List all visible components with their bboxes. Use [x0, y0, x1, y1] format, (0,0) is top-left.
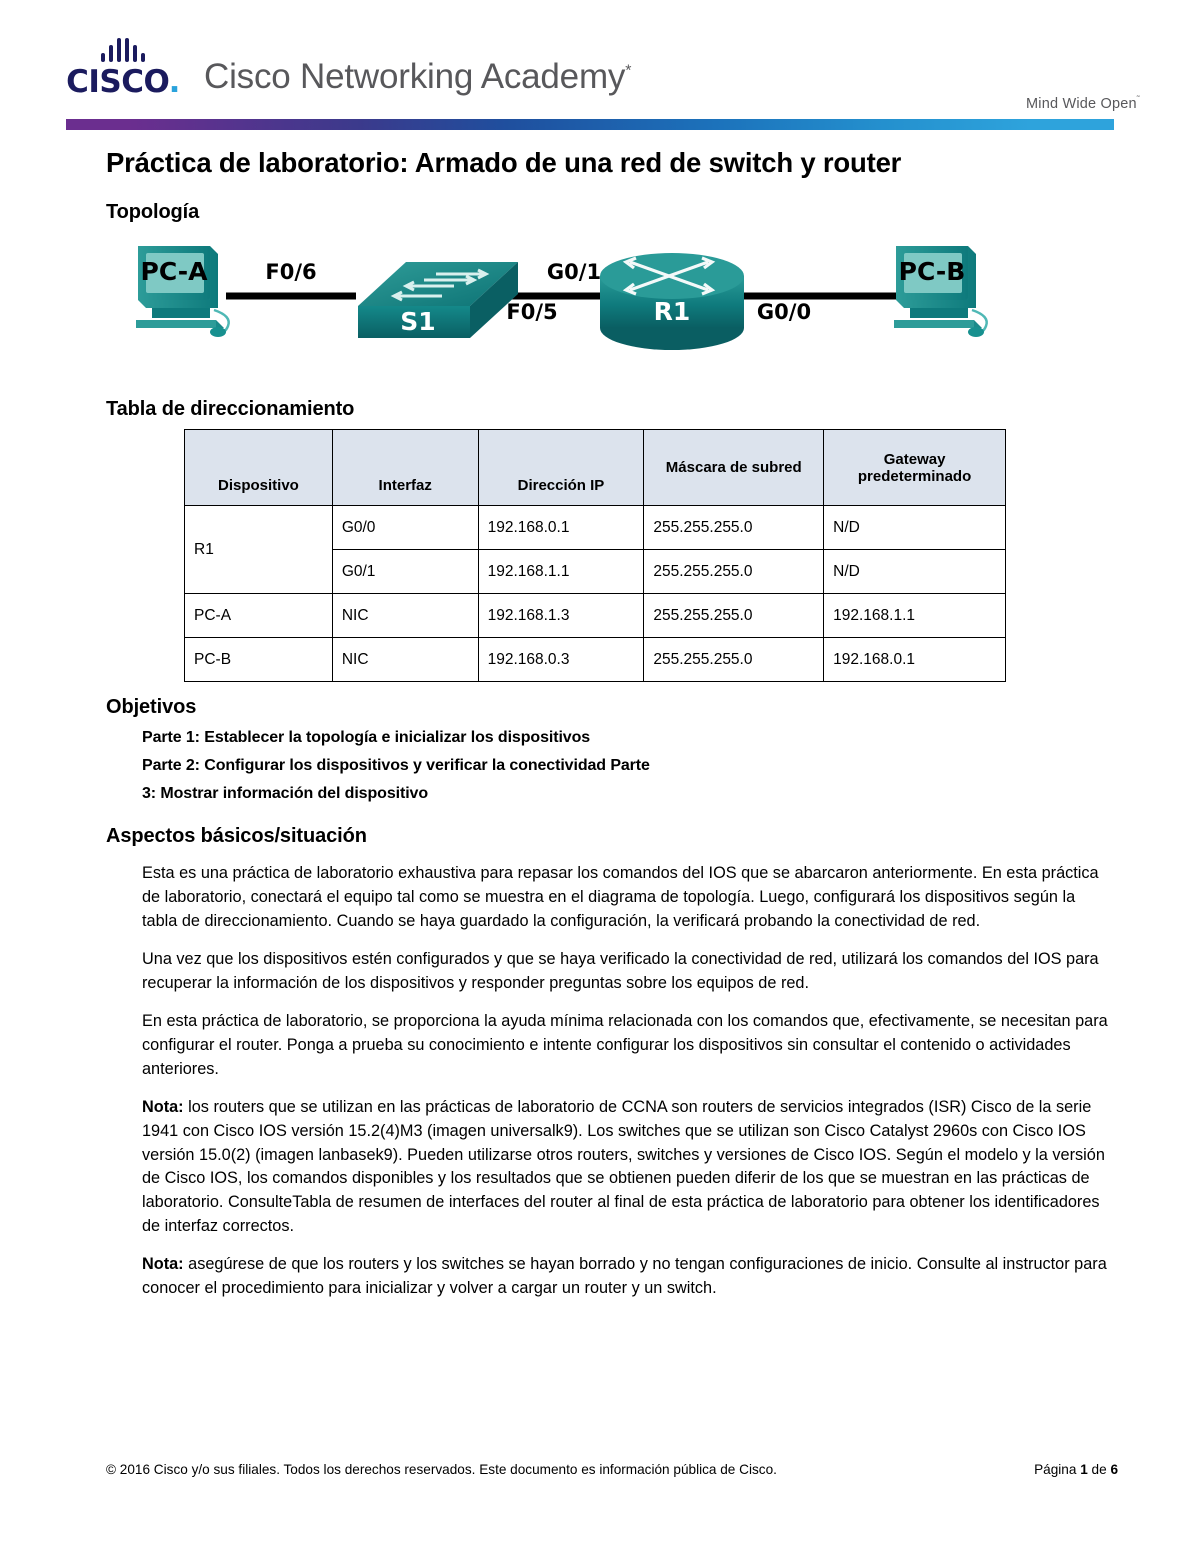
- cell-mask: 255.255.255.0: [644, 550, 824, 594]
- tagline-text: Mind Wide Open: [1026, 96, 1137, 112]
- col-header-subnet-mask: Máscara de subred: [644, 430, 824, 506]
- cell-device: PC-B: [185, 638, 333, 682]
- paragraph: [142, 948, 1114, 996]
- paragraph-note: [142, 1096, 1114, 1240]
- academy-title-text: Cisco Networking Academy: [204, 57, 626, 96]
- cell-mask: 255.255.255.0: [644, 506, 824, 550]
- cell-gateway: N/D: [824, 506, 1006, 550]
- cell-ip: 192.168.0.3: [478, 638, 644, 682]
- cell-interface: NIC: [332, 638, 478, 682]
- col-header-device: Dispositivo: [185, 430, 333, 506]
- addressing-table-body: [185, 506, 1006, 682]
- document-content: [0, 118, 1200, 1301]
- objective-item: Parte 1: Establecer la topología e inicializar los dispositivos: [142, 729, 591, 746]
- cell-device: PC-A: [185, 594, 333, 638]
- note-label: Nota:: [142, 1097, 184, 1116]
- paragraph-text: asegúrese de que los routers y los switches se hayan borrado y no tengan configuraciones de inicio. Consulte al instructor para conocer el procedimiento para inicializar y volver a cargar un router y un switch.: [142, 1255, 1107, 1298]
- tagline-trademark: ˜: [1136, 94, 1140, 105]
- cell-ip: 192.168.0.1: [478, 506, 644, 550]
- cisco-logo: [64, 38, 182, 98]
- table-row: [185, 506, 1006, 550]
- link-label-g00: G0/0: [756, 300, 812, 324]
- cell-mask: 255.255.255.0: [644, 594, 824, 638]
- paragraph: [142, 862, 1114, 934]
- topology-diagram: [106, 234, 1108, 384]
- table-row: [185, 638, 1006, 682]
- addressing-table: [184, 429, 1006, 682]
- cell-device: R1: [185, 506, 333, 594]
- col-header-interface: Interfaz: [332, 430, 478, 506]
- device-pc-a-icon: [136, 246, 229, 337]
- col-header-default-gateway: Gateway predeterminado: [824, 430, 1006, 506]
- section-heading-addressing-table: Tabla de direccionamiento: [106, 398, 355, 420]
- paragraph-text: Una vez que los dispositivos estén configurados y que se haya verificado la conectividad de red, utilizará los comandos del IOS para recuperar la información de los dispositivos y responder preguntas sobre los equipos de red.: [142, 949, 1099, 992]
- table-header-row: [185, 430, 1006, 506]
- device-label-s1: S1: [400, 307, 436, 336]
- cell-gateway: N/D: [824, 550, 1006, 594]
- page-middle: de: [1087, 1462, 1111, 1477]
- col-header-ip: Dirección IP: [478, 430, 644, 506]
- page-header: [0, 0, 1200, 118]
- cisco-wordmark: [66, 64, 180, 100]
- page-footer: [106, 1462, 1118, 1477]
- link-label-f05: F0/5: [506, 300, 558, 324]
- paragraph: [142, 1010, 1114, 1082]
- paragraph-text: los routers que se utilizan en las prácticas de laboratorio de CCNA son routers de servicios integrados (ISR) Cisco de la serie 1941 con Cisco IOS versión 15.2(4)M3 (imagen universalk9). Los switches que se utilizan son Cisco Catalyst 2960s con Cisco IOS versión 15.0(2) (imagen lanbasek9). Pueden utilizarse otros routers, switches y versiones de Cisco IOS. Según el modelo y la versión de Cisco IOS, los comandos disponibles y los resultados que se obtienen pueden diferir de los que se muestran en las prácticas de laboratorio. ConsulteTabla de resumen de interfaces del router al final de esta práctica de laboratorio para obtener los identificadores de interfaz correctos.: [142, 1097, 1105, 1236]
- cell-mask: 255.255.255.0: [644, 638, 824, 682]
- page-current: 1: [1080, 1462, 1088, 1477]
- cisco-bridge-icon: [101, 38, 145, 62]
- addressing-table-wrapper: [184, 429, 1108, 682]
- cell-interface: NIC: [332, 594, 478, 638]
- device-label-r1: R1: [653, 297, 691, 326]
- cell-gateway: 192.168.1.1: [824, 594, 1006, 638]
- paragraph-text: Esta es una práctica de laboratorio exhaustiva para repasar los comandos del IOS que se abarcaron anteriormente. En esta práctica de laboratorio, conectará el equipo tal como se muestra en el diagrama de topología. Luego, configurará los dispositivos según la tabla de direccionamiento. Cuando se haya guardado la configuración, la verificará probando la conectividad de red.: [142, 864, 1099, 930]
- academy-title: [204, 59, 631, 98]
- cisco-wordmark-dot: .: [168, 64, 180, 100]
- cisco-wordmark-text: CISCO: [66, 64, 169, 100]
- cell-interface: G0/0: [332, 506, 478, 550]
- link-label-f06: F0/6: [265, 260, 317, 284]
- cell-ip: 192.168.1.3: [478, 594, 644, 638]
- background-paragraphs: [142, 862, 1114, 1301]
- section-heading-background: Aspectos básicos/situación: [106, 825, 367, 847]
- addressing-table-head: [185, 430, 1006, 506]
- link-label-g01: G0/1: [546, 260, 602, 284]
- objectives-list: [142, 729, 1108, 803]
- tagline: [1026, 94, 1140, 118]
- note-label: Nota:: [142, 1255, 184, 1274]
- cell-ip: 192.168.1.1: [478, 550, 644, 594]
- footer-page-number: [1034, 1462, 1118, 1477]
- page-prefix: Página: [1034, 1462, 1081, 1477]
- device-router-r1-icon: [600, 253, 744, 350]
- objective-item: Parte 2: Configurar los dispositivos y verificar la conectividad Parte: [142, 757, 650, 774]
- objective-item: 3: Mostrar información del dispositivo: [142, 785, 429, 802]
- header-gradient-rule: [66, 119, 1114, 130]
- paragraph-text: En esta práctica de laboratorio, se proporciona la ayuda mínima relacionada con los comandos que, efectivamente, se necesitan para configurar el router. Ponga a prueba su conocimiento e intente configurar los dispositivos sin consultar el contenido o actividades anteriores.: [142, 1011, 1108, 1078]
- cisco-networking-academy-logo: [64, 38, 631, 98]
- device-label-pc-a: PC-A: [140, 257, 208, 286]
- table-row: [185, 594, 1006, 638]
- academy-trademark: *: [625, 62, 632, 80]
- page-total: 6: [1110, 1462, 1118, 1477]
- device-label-pc-b: PC-B: [898, 257, 966, 286]
- section-heading-objectives: Objetivos: [106, 696, 197, 718]
- section-heading-topology: Topología: [106, 201, 200, 223]
- cell-interface: G0/1: [332, 550, 478, 594]
- cell-gateway: 192.168.0.1: [824, 638, 1006, 682]
- device-pc-b-icon: [894, 246, 987, 337]
- page-title: Práctica de laboratorio: Armado de una red de switch y router: [106, 147, 902, 178]
- device-switch-s1-icon: [358, 262, 518, 338]
- paragraph-note: [142, 1253, 1114, 1301]
- footer-copyright: © 2016 Cisco y/o sus filiales. Todos los derechos reservados. Este documento es información pública de Cisco.: [106, 1462, 777, 1477]
